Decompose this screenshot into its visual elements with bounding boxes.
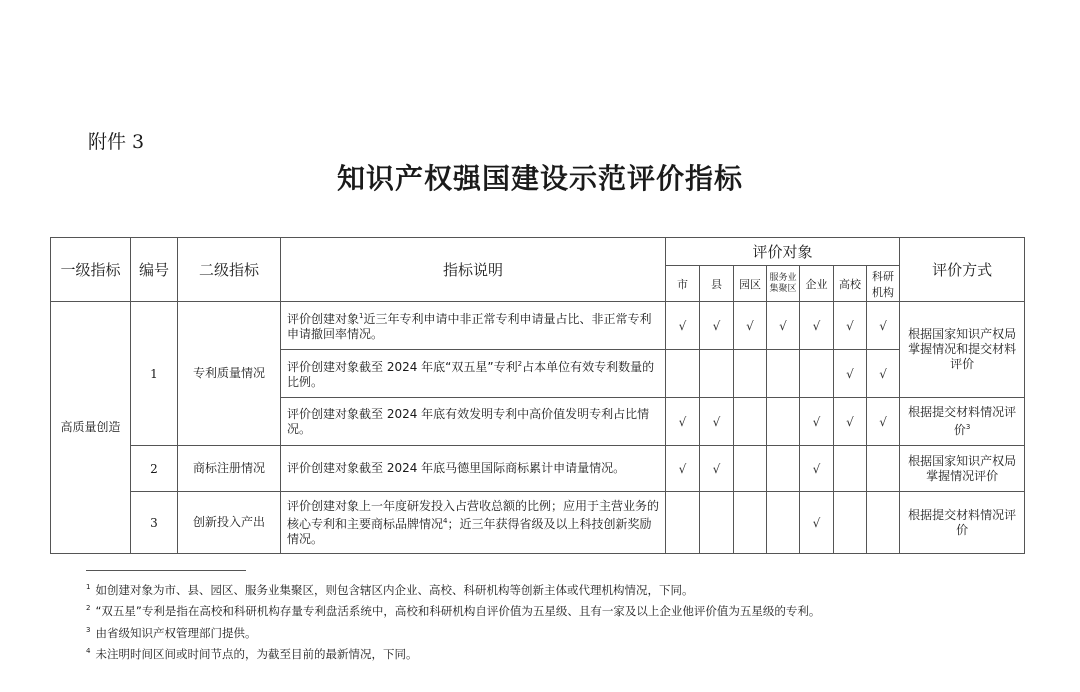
description-cell: 评价创建对象截至 2024 年底有效发明专利中高价值发明专利占比情况。 <box>281 398 666 446</box>
table-row <box>51 446 1025 492</box>
check-cell-县: √ <box>700 398 734 446</box>
check-cell-服务业集聚区 <box>767 350 800 398</box>
header-number: 编号 <box>131 238 178 302</box>
check-cell-服务业集聚区: √ <box>767 302 800 350</box>
number-cell: 2 <box>131 446 178 492</box>
footnote-item: $^4$ 未注明时间区间或时间节点的，为截至目前的最新情况，下同。 <box>86 646 418 661</box>
description-cell: 评价创建对象$^1$近三年专利申请中非正常专利申请量占比、非正常专利申请撤回率情况。 <box>281 302 666 350</box>
footnotes <box>86 578 820 663</box>
header-target-0: 市 <box>666 266 700 302</box>
check-cell-高校: √ <box>834 398 867 446</box>
description-cell: 评价创建对象截至 2024 年底马德里国际商标累计申请量情况。 <box>281 446 666 492</box>
check-cell-服务业集聚区 <box>767 398 800 446</box>
table-row <box>51 492 1025 554</box>
description-cell: 评价创建对象上一年度研发投入占营收总额的比例；应用于主营业务的核心专利和主要商标品牌情况$^4$；近三年获得省级及以上科技创新奖励情况。 <box>281 492 666 554</box>
check-cell-市 <box>666 350 700 398</box>
check-cell-县: √ <box>700 302 734 350</box>
check-cell-县: √ <box>700 446 734 492</box>
check-cell-科研机构 <box>867 446 900 492</box>
check-cell-高校: √ <box>834 302 867 350</box>
indicator-table <box>50 237 1025 554</box>
check-cell-市: √ <box>666 302 700 350</box>
check-cell-市: √ <box>666 446 700 492</box>
check-cell-市: √ <box>666 398 700 446</box>
method-cell: 根据提交材料情况评价 <box>900 492 1025 554</box>
attachment-label: 附件 3 <box>88 131 145 153</box>
check-cell-园区: √ <box>734 302 767 350</box>
method-cell: 根据提交材料情况评价$^3$ <box>900 398 1025 446</box>
check-cell-服务业集聚区 <box>767 492 800 554</box>
check-cell-高校: √ <box>834 350 867 398</box>
footnote-divider <box>86 570 246 571</box>
level1-cell: 高质量创造 <box>51 302 131 554</box>
check-cell-高校 <box>834 446 867 492</box>
check-cell-园区 <box>734 398 767 446</box>
method-cell: 根据国家知识产权局掌握情况评价 <box>900 446 1025 492</box>
number-cell: 1 <box>131 302 178 446</box>
level2-cell: 专利质量情况 <box>178 302 281 446</box>
check-cell-企业: √ <box>800 446 834 492</box>
method-cell: 根据国家知识产权局掌握情况和提交材料评价 <box>900 302 1025 398</box>
check-cell-企业 <box>800 350 834 398</box>
description-cell: 评价创建对象截至 2024 年底“双五星”专利$^2$占本单位有效专利数量的比例。 <box>281 350 666 398</box>
footnote-item: $^2$ “双五星”专利是指在高校和科研机构存量专利盘活系统中，高校和科研机构自评价值为五星级、且有一家及以上企业他评价值为五星级的专利。 <box>86 604 821 619</box>
check-cell-高校 <box>834 492 867 554</box>
header-eval-targets: 评价对象 <box>666 238 900 266</box>
header-target-6: 科研 机构 <box>867 266 900 302</box>
check-cell-园区 <box>734 492 767 554</box>
check-cell-园区 <box>734 446 767 492</box>
document-title: 知识产权强国建设示范评价指标 <box>336 162 743 195</box>
check-cell-科研机构 <box>867 492 900 554</box>
level2-cell: 创新投入产出 <box>178 492 281 554</box>
check-cell-市 <box>666 492 700 554</box>
header-target-3: 服务业 集聚区 <box>767 266 800 302</box>
check-cell-县 <box>700 350 734 398</box>
level2-cell: 商标注册情况 <box>178 446 281 492</box>
check-cell-科研机构: √ <box>867 302 900 350</box>
check-cell-企业: √ <box>800 302 834 350</box>
check-cell-科研机构: √ <box>867 398 900 446</box>
check-cell-科研机构: √ <box>867 350 900 398</box>
check-cell-企业: √ <box>800 492 834 554</box>
header-description: 指标说明 <box>281 238 666 302</box>
header-method: 评价方式 <box>900 238 1025 302</box>
header-level2: 二级指标 <box>178 238 281 302</box>
footnote-item: $^1$ 如创建对象为市、县、园区、服务业集聚区，则包含辖区内企业、高校、科研机构等创新主体或代理机构情况，下同。 <box>86 582 694 597</box>
check-cell-县 <box>700 492 734 554</box>
header-target-1: 县 <box>700 266 734 302</box>
header-target-2: 园区 <box>734 266 767 302</box>
footnote-item: $^3$ 由省级知识产权管理部门提供。 <box>86 625 257 640</box>
check-cell-服务业集聚区 <box>767 446 800 492</box>
header-target-5: 高校 <box>834 266 867 302</box>
check-cell-企业: √ <box>800 398 834 446</box>
check-cell-园区 <box>734 350 767 398</box>
table-row <box>51 302 1025 350</box>
header-level1: 一级指标 <box>51 238 131 302</box>
header-target-4: 企业 <box>800 266 834 302</box>
number-cell: 3 <box>131 492 178 554</box>
